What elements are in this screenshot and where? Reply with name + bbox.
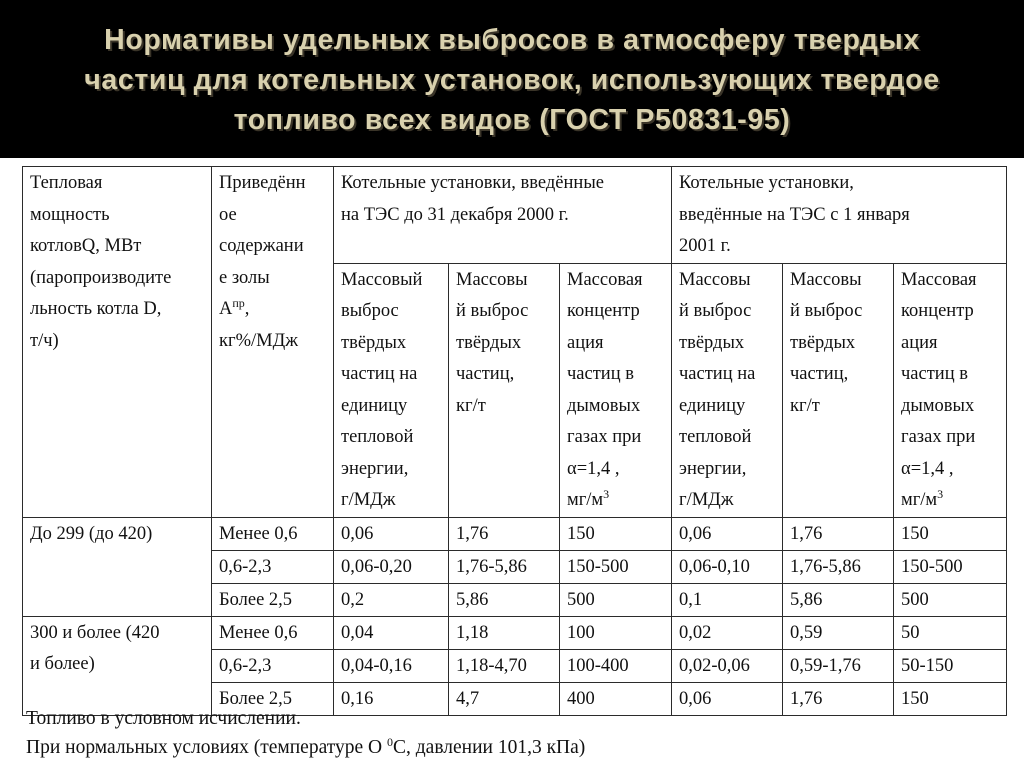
value-cell: 0,02 [672, 616, 783, 649]
value-cell: 1,18-4,70 [449, 649, 560, 682]
header-text-line: Массовы [790, 269, 862, 290]
header-text-line: дымовых [567, 395, 641, 416]
header-unit-line [901, 485, 1002, 517]
emissions-table [22, 166, 1007, 716]
header-text-line: Котельные установки, [679, 173, 854, 193]
ash-cell: 0,6-2,3 [212, 649, 334, 682]
header-text-line: ация [567, 332, 604, 353]
header-text-line: Котельные установки, введённые [341, 173, 604, 193]
power-range-line: и более) [30, 653, 95, 674]
value-cell: 1,76-5,86 [449, 550, 560, 583]
value-cell: 100-400 [560, 649, 672, 682]
value-cell: 0,2 [334, 583, 449, 616]
value-cell: 1,76 [783, 517, 894, 550]
header-group-from-2001 [672, 167, 1007, 264]
value-cell: 150 [894, 682, 1007, 715]
header-text-line: й выброс [456, 301, 529, 321]
header-text-line: α=1,4 , [901, 458, 954, 479]
header-concentration-cell [894, 263, 1007, 517]
header-mass-emission-cell [449, 263, 560, 517]
header-text-line: мощность [30, 204, 110, 225]
value-cell: 0,16 [334, 682, 449, 715]
header-text-line: кг/т [790, 395, 820, 416]
value-cell: 0,06 [334, 517, 449, 550]
header-text-line: частиц на [341, 364, 418, 384]
header-text-line: твёрдых [679, 332, 745, 353]
header-row-top [23, 167, 1007, 264]
power-range-line: 300 и более (420 [30, 622, 160, 643]
header-text-line: частиц, [790, 364, 849, 384]
header-mass-emission-cell [783, 263, 894, 517]
header-text-line: Массовая [567, 269, 643, 290]
header-text-line: твёрдых [456, 332, 522, 353]
value-cell: 5,86 [783, 583, 894, 616]
footnote-text: При нормальных условиях (температуре О [26, 737, 387, 758]
header-energy-emission-cell [334, 263, 449, 517]
header-text-line: введённые на ТЭС с 1 января [679, 204, 910, 225]
header-text-line: г/МДж [679, 490, 734, 510]
header-text-line: льность котла D, [30, 299, 162, 319]
header-text-line: Массовая [901, 269, 977, 290]
value-cell: 0,59-1,76 [783, 649, 894, 682]
header-energy-emission-cell [672, 263, 783, 517]
value-cell: 500 [560, 583, 672, 616]
value-cell: 0,04-0,16 [334, 649, 449, 682]
header-text-line: й выброс [790, 301, 863, 321]
title-band [0, 0, 1024, 158]
value-cell: 150-500 [560, 550, 672, 583]
header-text-line: ое [219, 204, 237, 225]
header-text-line: энергии, [679, 458, 747, 479]
header-text-line: кг%/МДж [219, 330, 298, 351]
header-text-line: е золы [219, 267, 270, 288]
header-text-line: ация [901, 332, 938, 353]
header-unit-line [567, 485, 667, 517]
ash-symbol-main: А [219, 299, 233, 319]
header-text-line: газах при [901, 427, 976, 447]
value-cell: 0,1 [672, 583, 783, 616]
unit-text: мг/м [567, 490, 604, 510]
header-text-line: котловQ, МВт [30, 236, 142, 256]
value-cell: 0,02-0,06 [672, 649, 783, 682]
table-row [23, 616, 1007, 649]
value-cell: 5,86 [449, 583, 560, 616]
ash-cell: Более 2,5 [212, 682, 334, 715]
header-text-line: Приведённ [219, 173, 306, 193]
value-cell: 50-150 [894, 649, 1007, 682]
ash-cell: 0,6-2,3 [212, 550, 334, 583]
header-text-line: 2001 г. [679, 236, 731, 256]
title-line: Нормативы удельных выбросов в атмосферу твердых [104, 24, 920, 56]
value-cell: 0,04 [334, 616, 449, 649]
header-text-line: выброс [341, 301, 399, 321]
header-text-line: единицу [341, 395, 408, 416]
value-cell: 0,06-0,10 [672, 550, 783, 583]
value-cell: 400 [560, 682, 672, 715]
value-cell: 1,76-5,86 [783, 550, 894, 583]
ash-cell: Более 2,5 [212, 583, 334, 616]
value-cell: 150 [894, 517, 1007, 550]
header-power-cell [23, 167, 212, 518]
value-cell: 50 [894, 616, 1007, 649]
header-text-line: г/МДж [341, 490, 396, 510]
header-text-line: содержани [219, 236, 304, 256]
header-group-before-2001 [334, 167, 672, 264]
value-cell: 150 [560, 517, 672, 550]
footnote-fuel: Топливо в условном исчислении. [26, 708, 301, 729]
unit-text: мг/м [901, 490, 938, 510]
power-range-line: До 299 (до 420) [30, 523, 153, 544]
header-text-line: Массовый [341, 269, 423, 290]
value-cell: 1,18 [449, 616, 560, 649]
header-text-line: единицу [679, 395, 746, 416]
header-text-line: частиц, [456, 364, 515, 384]
header-text-line: Тепловая [30, 173, 103, 193]
header-text-line: кг/т [456, 395, 486, 416]
header-ash-cell [212, 167, 334, 518]
value-cell: 100 [560, 616, 672, 649]
ash-cell: Менее 0,6 [212, 616, 334, 649]
title-line: топливо всех видов (ГОСТ Р50831-95) [233, 104, 791, 136]
slide-title [40, 20, 984, 140]
value-cell: 0,59 [783, 616, 894, 649]
value-cell: 500 [894, 583, 1007, 616]
unit-superscript: 3 [937, 487, 944, 501]
header-text-line: на ТЭС до 31 декабря 2000 г. [341, 204, 569, 225]
ash-symbol-comma: , [244, 299, 250, 319]
value-cell: 1,76 [783, 682, 894, 715]
header-text-line: частиц на [679, 364, 756, 384]
header-text-line: концентр [901, 301, 974, 321]
header-text-line: α=1,4 , [567, 458, 620, 479]
ash-symbol-superscript: пр [232, 296, 245, 310]
header-text-line: й выброс [679, 301, 752, 321]
header-ash-symbol [219, 294, 329, 326]
value-cell: 0,06-0,20 [334, 550, 449, 583]
title-line: частиц для котельных установок, использующих твердое [84, 64, 940, 96]
value-cell: 0,06 [672, 517, 783, 550]
ash-cell: Менее 0,6 [212, 517, 334, 550]
footnote-conditions [26, 735, 585, 761]
header-text-line: концентр [567, 301, 640, 321]
value-cell: 150-500 [894, 550, 1007, 583]
value-cell: 0,06 [672, 682, 783, 715]
value-cell: 1,76 [449, 517, 560, 550]
header-text-line: (паропроизводите [30, 267, 172, 288]
table-row [23, 517, 1007, 550]
power-range-cell [23, 517, 212, 616]
header-text-line: твёрдых [790, 332, 856, 353]
header-text-line: тепловой [679, 427, 752, 447]
power-range-cell [23, 616, 212, 715]
header-text-line: дымовых [901, 395, 975, 416]
unit-superscript: 3 [603, 487, 610, 501]
header-text-line: газах при [567, 427, 642, 447]
header-text-line: Массовы [456, 269, 528, 290]
header-text-line: частиц в [901, 364, 968, 384]
header-concentration-cell [560, 263, 672, 517]
footnote-text: С, давлении 101,3 кПа) [392, 737, 586, 758]
header-text-line: т/ч) [30, 330, 59, 351]
degree-superscript: 0 [386, 735, 393, 749]
header-text-line: твёрдых [341, 332, 407, 353]
header-text-line: частиц в [567, 364, 634, 384]
header-text-line: тепловой [341, 427, 414, 447]
header-text-line: энергии, [341, 458, 409, 479]
header-text-line: Массовы [679, 269, 751, 290]
value-cell: 4,7 [449, 682, 560, 715]
